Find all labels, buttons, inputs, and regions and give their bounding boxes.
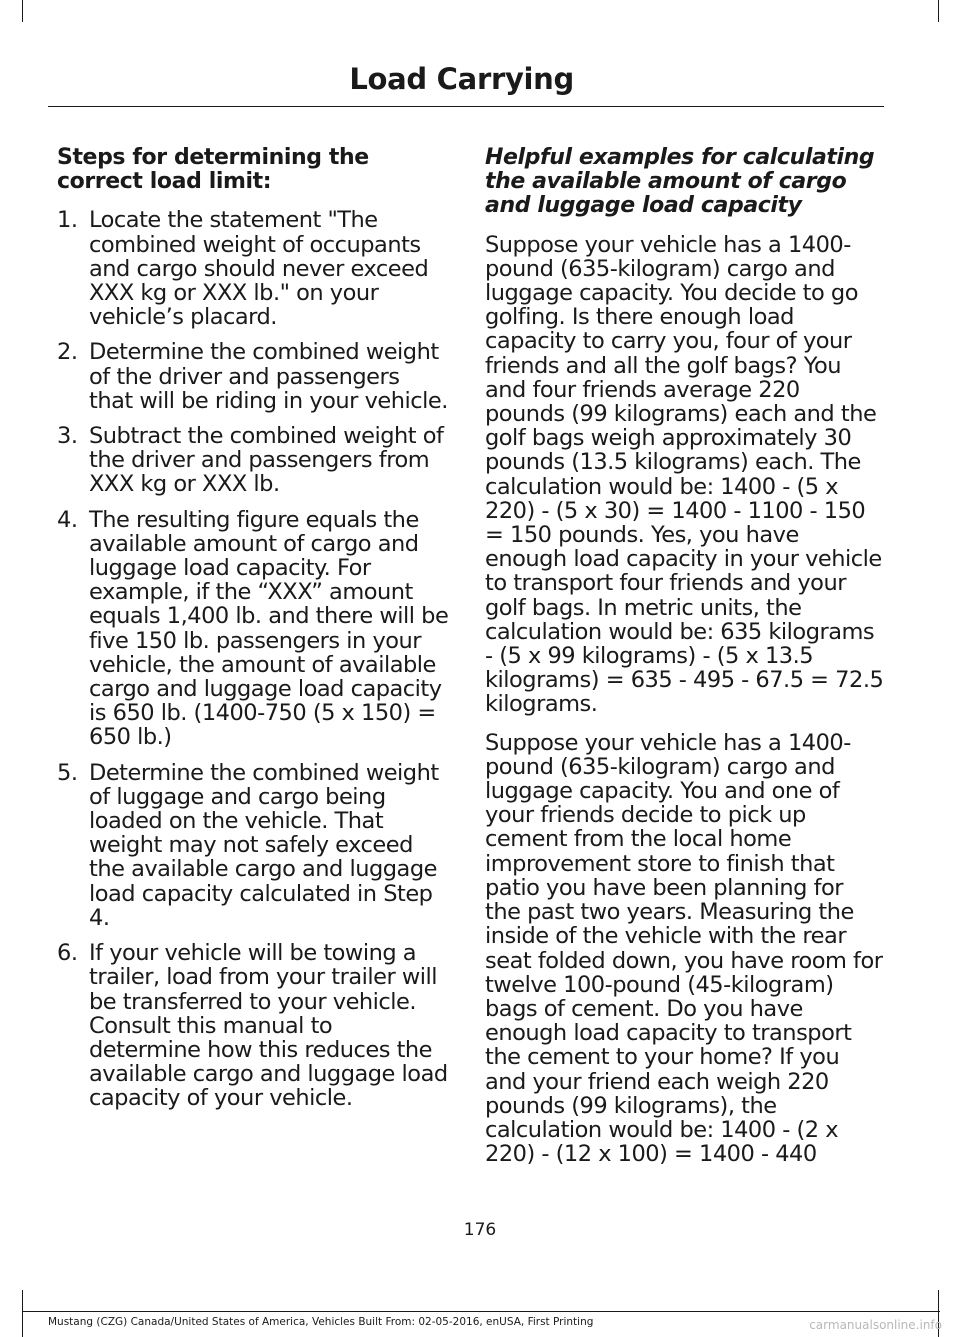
step-item — [57, 508, 449, 750]
step-number: 1. — [57, 207, 78, 234]
step-item — [57, 340, 449, 413]
step-text: Locate the statement "The combined weight of occupants and cargo should never exceed XXX kg or XXX lb." on your vehicle’s placard. — [89, 207, 429, 331]
left-column — [57, 146, 449, 1122]
crop-mark-top-left — [22, 0, 23, 22]
step-text: Determine the combined weight of the driver and passengers that will be riding in your vehicle. — [89, 339, 448, 414]
header-divider — [48, 106, 884, 107]
step-text: The resulting figure equals the available amount of cargo and luggage load capacity. For example, if the “XXX” amount equals 1,400 lb. and there will be five 150 lb. passengers in your vehicle, the amount of available cargo and luggage load capacity is 650 lb. (1400-750 (5 x 150) = 650 lb.) — [89, 506, 449, 751]
page-title: Load Carrying — [349, 62, 574, 96]
step-text: Determine the combined weight of luggage and cargo being loaded on the vehicle. That weight may not safely exceed the available cargo and luggage load capacity calculated in Step 4. — [89, 759, 439, 931]
steps-list — [57, 208, 449, 1110]
step-item — [57, 941, 449, 1110]
publication-info: Mustang (CZG) Canada/United States of America, Vehicles Built From: 02-05-2016, enUSA, First Printing — [48, 1316, 594, 1328]
page-number: 176 — [463, 1220, 497, 1240]
footer-divider — [22, 1311, 940, 1312]
step-number: 6. — [57, 940, 78, 967]
crop-mark-bottom-left — [22, 1290, 23, 1337]
step-item — [57, 424, 449, 497]
step-number: 2. — [57, 339, 78, 366]
step-number: 5. — [57, 759, 78, 786]
step-text: If your vehicle will be towing a trailer, load from your trailer will be transferred to your vehicle. Consult this manual to determine how this reduces the available cargo and luggage load capacity of your vehicle. — [89, 940, 448, 1112]
example-paragraph-cement: Suppose your vehicle has a 1400-pound (635-kilogram) cargo and luggage capacity. You and one of your friends decide to pick up cement from the local home improvement store to finish that patio you have been planning for the past two years. Measuring the inside of the vehicle with the rear seat folded down, you have room for twelve 100-pound (45-kilogram) bags of cement. Do you have enough load capacity to transport the cement to your home? If you and your friend each weigh 220 pounds (99 kilograms), the calculation would be: 1400 - (2 x 220) - (12 x 100) = 1400 - 440 — [485, 729, 883, 1168]
step-item — [57, 761, 449, 930]
step-text: Subtract the combined weight of the driver and passengers from XXX kg or XXX lb. — [89, 423, 444, 498]
step-number: 4. — [57, 506, 78, 533]
step-item — [57, 208, 449, 329]
steps-heading: Steps for determining the correct load limit: — [57, 145, 369, 195]
example-paragraph-golf: Suppose your vehicle has a 1400-pound (635-kilogram) cargo and luggage capacity. You decide to go golfing. Is there enough load capacity to carry you, four of your friends and all the golf bags? You and four friends average 220 pounds (99 kilograms) each and the golf bags weigh approximately 30 pounds (13.5 kilograms) each. The calculation would be: 1400 - (5 x 220) - (5 x 30) = 1400 - 1100 - 150 = 150 pounds. Yes, you have enough load capacity in your vehicle to transport four friends and your golf bags. In metric units, the calculation would be: 635 kilograms - (5 x 99 kilograms) - (5 x 13.5 kilograms) = 635 - 495 - 67.5 = 72.5 kilograms. — [485, 231, 884, 718]
step-number: 3. — [57, 423, 78, 450]
examples-heading: Helpful examples for calculating the available amount of cargo and luggage load capacity — [485, 145, 875, 219]
crop-mark-top-right — [938, 0, 939, 22]
site-watermark: carmanualsonline.info — [809, 1318, 942, 1332]
right-column — [485, 146, 885, 1166]
